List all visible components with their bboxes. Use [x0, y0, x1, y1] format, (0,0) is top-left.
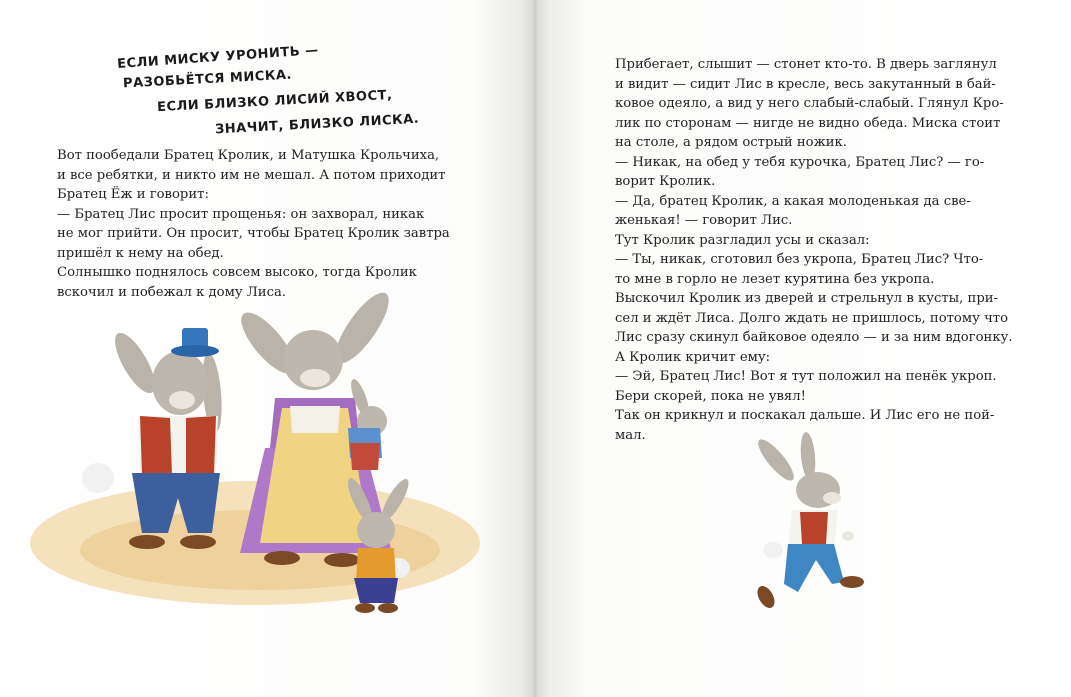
- text-line: вскочил и побежал к дому Лиса.: [57, 284, 287, 300]
- epigraph-line: ЗНАЧИТ, БЛИЗКО ЛИСКА.: [214, 111, 420, 138]
- text-line: — Никак, на обед у тебя курочка, Братец Лис? — го-: [615, 154, 985, 170]
- text-line: лик по сторонам — нигде не видно обеда. Миска стоит: [615, 115, 1001, 131]
- epigraph: [105, 42, 420, 144]
- text-line: мал.: [615, 427, 646, 443]
- right-page-text: [615, 55, 1013, 445]
- rabbit-family-illustration: [20, 288, 480, 633]
- text-line: — Эй, Братец Лис! Вот я тут положил на пенёк укроп.: [615, 369, 997, 384]
- text-line: ковое одеяло, а вид у него слабый-слабый. Глянул Кро-: [615, 96, 1004, 111]
- text-line: не мог прийти. Он просит, чтобы Братец Кролик завтра: [57, 226, 450, 241]
- text-line: — Да, братец Кролик, а какая молоденькая да све-: [615, 193, 971, 209]
- text-line: Вот пообедали Братец Кролик, и Матушка Крольчиха,: [57, 148, 440, 163]
- text-line: А Кролик кричит ему:: [615, 349, 771, 365]
- text-line: то мне в горло не лезет курятина без укропа.: [615, 271, 935, 287]
- text-line: и видит — сидит Лис в кресле, весь закутанный в бай-: [615, 76, 996, 92]
- text-line: — Братец Лис просит прощенья: он захворал, никак: [57, 206, 425, 222]
- text-line: Так он крикнул и поскакал дальше. И Лис его не пой-: [615, 408, 995, 423]
- epigraph-line: ЕСЛИ БЛИЗКО ЛИСИЙ ХВОСТ,: [156, 87, 393, 116]
- text-line: и все ребятки, и никто им не мешал. А потом приходит: [57, 167, 446, 183]
- text-line: Лис сразу скинул байковое одеяло — и за ним вдогонку.: [615, 330, 1013, 345]
- text-line: ворит Кролик.: [615, 174, 716, 189]
- text-line: Выскочил Кролик из дверей и стрельнул в кусты, при-: [615, 291, 999, 306]
- running-rabbit-illustration: [748, 432, 868, 614]
- left-page-text: [57, 146, 450, 302]
- text-line: Солнышко поднялось совсем высоко, тогда Кролик: [57, 265, 417, 280]
- text-line: пришёл к нему на обед.: [57, 245, 224, 261]
- text-line: женькая! — говорит Лис.: [615, 213, 793, 228]
- epigraph-line: РАЗОБЬЁТСЯ МИСКА.: [122, 67, 293, 92]
- text-line: Братец Ёж и говорит:: [57, 187, 209, 202]
- text-line: — Ты, никак, сготовил без укропа, Братец Лис? Что-: [615, 252, 984, 267]
- text-line: Тут Кролик разгладил усы и сказал:: [615, 232, 870, 248]
- text-line: Прибегает, слышит — стонет кто-то. В дверь заглянул: [615, 57, 997, 72]
- text-line: на столе, а рядом острый ножик.: [615, 135, 847, 150]
- book-gutter: [532, 0, 538, 697]
- epigraph-line: ЕСЛИ МИСКУ УРОНИТЬ —: [116, 42, 320, 73]
- page-edge: [1061, 0, 1071, 697]
- text-line: Бери скорей, пока не увял!: [615, 388, 806, 404]
- text-line: сел и ждёт Лиса. Долго ждать не пришлось, потому что: [615, 310, 1009, 326]
